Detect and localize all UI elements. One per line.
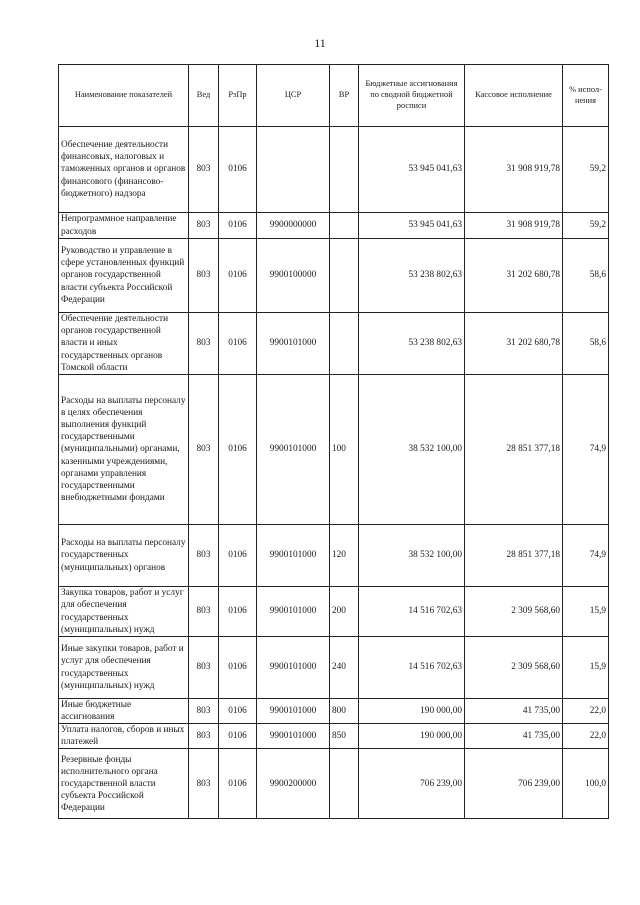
row-rzpr: 0106: [219, 587, 257, 637]
row-percent: 58,6: [563, 239, 609, 313]
row-percent: 15,9: [563, 587, 609, 637]
row-vr: [330, 127, 359, 213]
row-ved: 803: [189, 724, 219, 749]
row-ved: 803: [189, 239, 219, 313]
row-csr: 9900101000: [257, 525, 330, 587]
row-cash-execution: 2 309 568,60: [465, 637, 563, 699]
row-ved: 803: [189, 375, 219, 525]
row-csr: 9900100000: [257, 239, 330, 313]
row-rzpr: 0106: [219, 375, 257, 525]
row-name: Иные бюджетные ассигнования: [59, 699, 189, 724]
row-rzpr: 0106: [219, 724, 257, 749]
row-percent: 58,6: [563, 313, 609, 375]
row-csr: 9900101000: [257, 699, 330, 724]
row-cash-execution: 31 908 919,78: [465, 213, 563, 239]
row-rzpr: 0106: [219, 699, 257, 724]
row-assignations: 190 000,00: [359, 699, 465, 724]
row-percent: 22,0: [563, 724, 609, 749]
table-row: [59, 525, 609, 587]
row-ved: 803: [189, 127, 219, 213]
row-vr: [330, 239, 359, 313]
row-cash-execution: 31 202 680,78: [465, 313, 563, 375]
table-row: [59, 313, 609, 375]
row-percent: 59,2: [563, 127, 609, 213]
row-vr: 850: [330, 724, 359, 749]
row-vr: 100: [330, 375, 359, 525]
row-ved: 803: [189, 313, 219, 375]
row-assignations: 53 238 802,63: [359, 313, 465, 375]
table-row: [59, 213, 609, 239]
row-name: Уплата налогов, сборов и иных платежей: [59, 724, 189, 749]
header-name: Наименование показателей: [59, 65, 189, 127]
row-name: Резервные фонды исполнительного органа государственной власти субъекта Российской Федерации: [59, 749, 189, 819]
row-csr: 9900101000: [257, 375, 330, 525]
header-ved: Вед: [189, 65, 219, 127]
row-assignations: 53 238 802,63: [359, 239, 465, 313]
row-percent: 74,9: [563, 525, 609, 587]
row-vr: [330, 749, 359, 819]
table-row: [59, 637, 609, 699]
header-csr: ЦСР: [257, 65, 330, 127]
table-row: [59, 375, 609, 525]
row-csr: [257, 127, 330, 213]
row-name: Иные закупки товаров, работ и услуг для обеспечения государственных (муниципальных) нужд: [59, 637, 189, 699]
row-assignations: 38 532 100,00: [359, 375, 465, 525]
row-rzpr: 0106: [219, 637, 257, 699]
table-row: [59, 724, 609, 749]
row-cash-execution: 31 908 919,78: [465, 127, 563, 213]
row-assignations: 14 516 702,63: [359, 587, 465, 637]
row-cash-execution: 2 309 568,60: [465, 587, 563, 637]
row-name: Расходы на выплаты персоналу в целях обеспечения выполнения функций государственными (муниципальными) органами, казенными учреждениями, органами управления государственными внебюджетными фондами: [59, 375, 189, 525]
row-cash-execution: 41 735,00: [465, 699, 563, 724]
row-assignations: 53 945 041,63: [359, 127, 465, 213]
row-rzpr: 0106: [219, 213, 257, 239]
row-percent: 74,9: [563, 375, 609, 525]
table-row: [59, 127, 609, 213]
row-cash-execution: 41 735,00: [465, 724, 563, 749]
row-csr: 9900200000: [257, 749, 330, 819]
row-percent: 22,0: [563, 699, 609, 724]
table-row: [59, 699, 609, 724]
row-cash-execution: 28 851 377,18: [465, 525, 563, 587]
row-percent: 100,0: [563, 749, 609, 819]
row-assignations: 190 000,00: [359, 724, 465, 749]
row-vr: 120: [330, 525, 359, 587]
row-ved: 803: [189, 699, 219, 724]
table-row: [59, 239, 609, 313]
row-percent: 15,9: [563, 637, 609, 699]
row-name: Обеспечение деятельности органов государственной власти и иных государственных органов Томской области: [59, 313, 189, 375]
table-row: [59, 587, 609, 637]
row-name: Непрограммное направление расходов: [59, 213, 189, 239]
row-name: Руководство и управление в сфере установленных функций органов государственной власти субъекта Российской Федерации: [59, 239, 189, 313]
row-csr: 9900101000: [257, 587, 330, 637]
header-percent: % испол-нения: [563, 65, 609, 127]
row-assignations: 53 945 041,63: [359, 213, 465, 239]
row-ved: 803: [189, 587, 219, 637]
row-vr: 240: [330, 637, 359, 699]
header-cash-execution: Кассовое исполнение: [465, 65, 563, 127]
row-ved: 803: [189, 749, 219, 819]
row-cash-execution: 706 239,00: [465, 749, 563, 819]
row-rzpr: 0106: [219, 239, 257, 313]
row-csr: 9900101000: [257, 637, 330, 699]
row-ved: 803: [189, 525, 219, 587]
table-row: [59, 749, 609, 819]
row-assignations: 14 516 702,63: [359, 637, 465, 699]
row-rzpr: 0106: [219, 313, 257, 375]
table-header-row: [59, 65, 609, 127]
row-name: Обеспечение деятельности финансовых, налоговых и таможенных органов и органов финансового (финансово-бюджетного) надзора: [59, 127, 189, 213]
row-rzpr: 0106: [219, 127, 257, 213]
budget-execution-table: [58, 64, 609, 819]
row-percent: 59,2: [563, 213, 609, 239]
row-cash-execution: 28 851 377,18: [465, 375, 563, 525]
row-name: Закупка товаров, работ и услуг для обеспечения государственных (муниципальных) нужд: [59, 587, 189, 637]
row-rzpr: 0106: [219, 749, 257, 819]
row-vr: [330, 213, 359, 239]
row-ved: 803: [189, 637, 219, 699]
table-body: [59, 127, 609, 819]
header-vr: ВР: [330, 65, 359, 127]
row-assignations: 706 239,00: [359, 749, 465, 819]
row-csr: 9900101000: [257, 724, 330, 749]
row-cash-execution: 31 202 680,78: [465, 239, 563, 313]
row-name: Расходы на выплаты персоналу государственных (муниципальных) органов: [59, 525, 189, 587]
row-vr: 200: [330, 587, 359, 637]
header-rzpr: РзПр: [219, 65, 257, 127]
row-ved: 803: [189, 213, 219, 239]
row-csr: 9900101000: [257, 313, 330, 375]
row-vr: 800: [330, 699, 359, 724]
row-assignations: 38 532 100,00: [359, 525, 465, 587]
header-assignations: Бюджетные ассигнования по сводной бюджетной росписи: [359, 65, 465, 127]
row-csr: 9900000000: [257, 213, 330, 239]
row-rzpr: 0106: [219, 525, 257, 587]
page-number: 11: [314, 36, 326, 50]
row-vr: [330, 313, 359, 375]
